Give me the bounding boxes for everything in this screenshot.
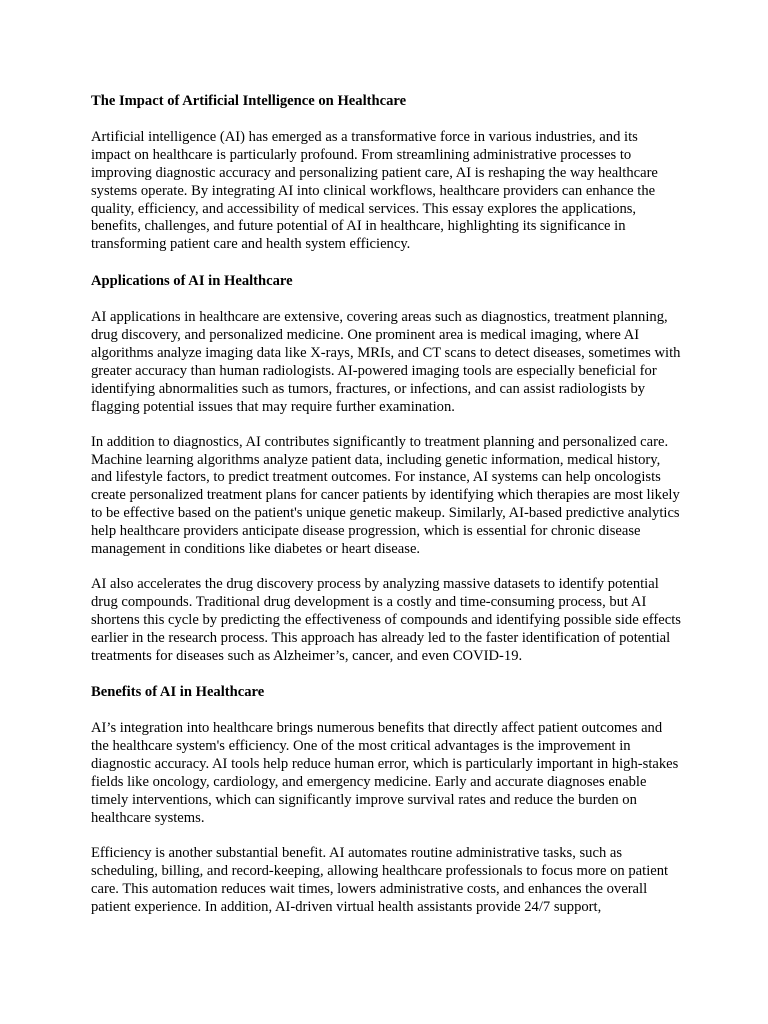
spacer [91,111,681,129]
document-page [91,91,681,916]
intro-paragraph: Artificial intelligence (AI) has emerged as a transformative force in various industries, and its impact on healthcare is particularly profound. From streamlining administrative processes to improving diagnostic accuracy and personalizing patient care, AI is reshaping the way healthcare systems operate. By integrating AI into clinical workflows, healthcare providers can enhance the quality, efficiency, and accessibility of medical services. This essay explores the applications, benefits, challenges, and future potential of AI in healthcare, highlighting its significance in transforming patient care and health system efficiency. [91,128,658,253]
section-heading-applications: Applications of AI in Healthcare [91,273,293,290]
spacer [91,702,681,720]
paragraph-benefits-2: Efficiency is another substantial benefit. AI automates routine administrative tasks, such as scheduling, billing, and record-keeping, allowing healthcare professionals to focus more on patient care. This automation reduces wait times, lowers administrative costs, and enhances the overall patient experience. In addition, AI-driven virtual health assistants provide 24/7 support, [91,844,669,915]
spacer [91,254,681,271]
spacer [91,828,681,845]
document-title: The Impact of Artificial Intelligence on Healthcare [91,93,407,109]
paragraph-applications-3: AI also accelerates the drug discovery process by analyzing massive datasets to identify potential drug compounds. Traditional drug development is a costly and time-consuming process, but AI shortens this cycle by predicting the effectiveness of compounds and identifying possible side effects earlier in the research process. This approach has already led to the faster identification of potential treatments for diseases such as Alzheimer’s, cancer, and even COVID-19. [91,575,681,664]
spacer [91,417,681,434]
section-heading-benefits: Benefits of AI in Healthcare [91,684,265,701]
spacer [91,559,681,576]
spacer [91,665,681,682]
paragraph-benefits-1: AI’s integration into healthcare brings numerous benefits that directly affect patient outcomes and the healthcare system's efficiency. One of the most critical advantages is the improvement in diagnostic accuracy. AI tools help reduce human error, which is particularly important in high-stakes fields like oncology, cardiology, and emergency medicine. Early and accurate diagnoses enable timely interventions, which can significantly improve survival rates and reduce the burden on healthcare systems. [91,720,679,826]
spacer [91,291,681,309]
paragraph-applications-2: In addition to diagnostics, AI contributes significantly to treatment planning and personalized care. Machine learning algorithms analyze patient data, including genetic information, medical history, and lifestyle factors, to predict treatment outcomes. For instance, AI systems can help oncologists create personalized treatment plans for cancer patients by identifying which therapies are most likely to be effective based on the patient's unique genetic makeup. Similarly, AI-based predictive analytics help healthcare providers anticipate disease progression, which is essential for chronic disease management in conditions like diabetes or heart disease. [91,433,680,558]
paragraph-applications-1: AI applications in healthcare are extensive, covering areas such as diagnostics, treatment planning, drug discovery, and personalized medicine. One prominent area is medical imaging, where AI algorithms analyze imaging data like X-rays, MRIs, and CT scans to detect diseases, sometimes with greater accuracy than human radiologists. AI-powered imaging tools are especially beneficial for identifying abnormalities such as tumors, fractures, or infections, and can assist radiologists by flagging potential issues that may require further examination. [91,309,681,415]
